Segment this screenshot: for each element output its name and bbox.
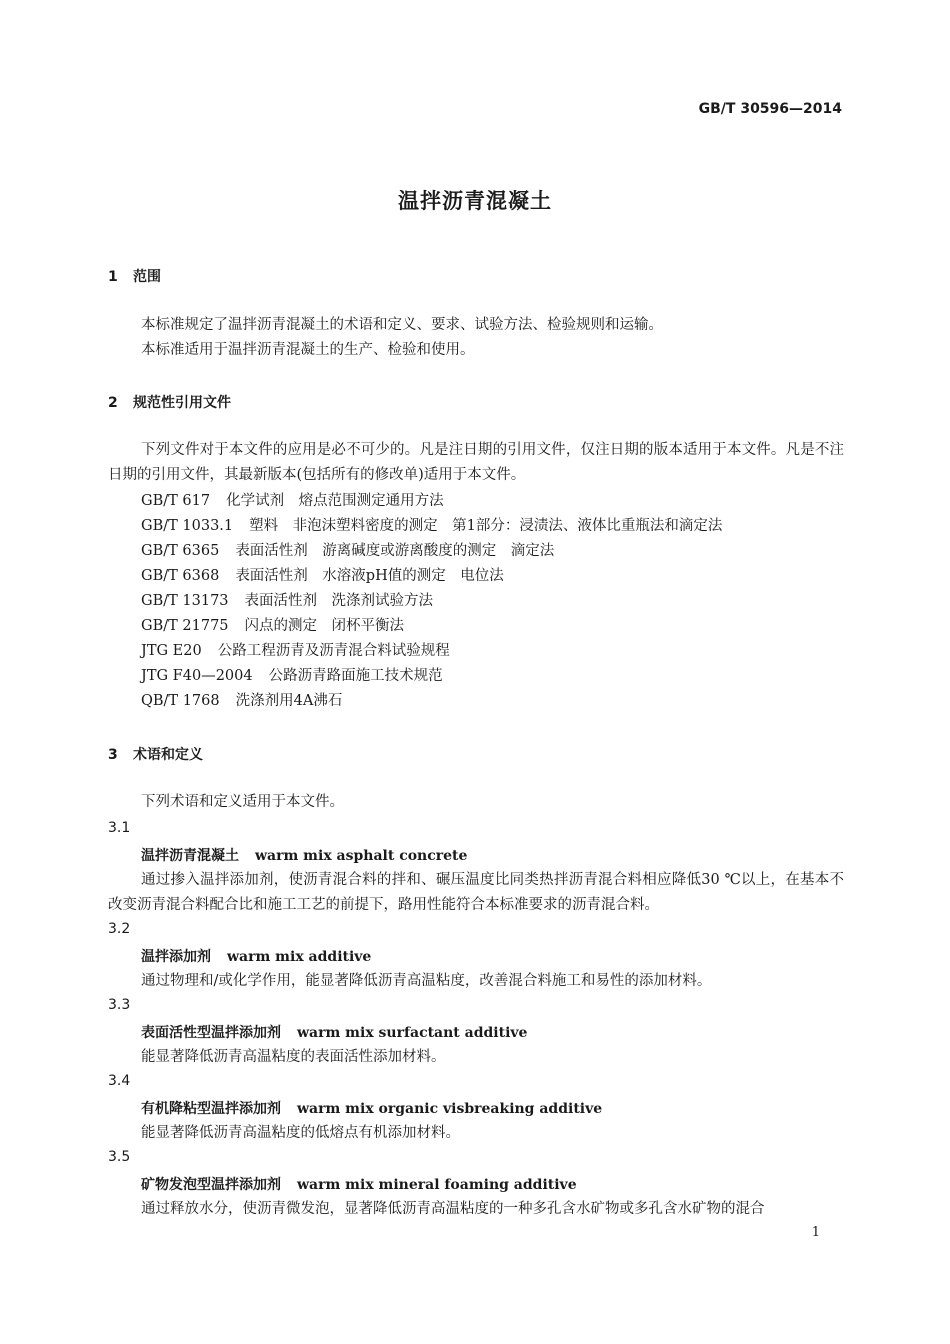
reference-item xyxy=(141,639,450,664)
term-heading xyxy=(141,1174,577,1194)
section-number: 2 xyxy=(108,395,118,411)
term-definition: 通过释放水分，使沥青微发泡，显著降低沥青高温粘度的一种多孔含水矿物或多孔含水矿物的混合 xyxy=(141,1201,765,1217)
term-number: 3.2 xyxy=(108,921,131,937)
term-heading xyxy=(141,1098,602,1118)
reference-item xyxy=(141,539,554,564)
section-title: 范围 xyxy=(133,269,161,285)
section-heading xyxy=(108,392,231,412)
reference-title: 表面活性剂 洗涤剂试验方法 xyxy=(244,593,434,609)
reference-code: JTG E20 xyxy=(141,643,202,659)
reference-title: 洗涤剂用4A沸石 xyxy=(235,693,343,709)
reference-item xyxy=(141,614,404,639)
page-number: 1 xyxy=(811,1225,820,1240)
section-heading xyxy=(108,266,161,286)
reference-title: 闪点的测定 闭杯平衡法 xyxy=(244,618,405,634)
reference-title: 公路工程沥青及沥青混合料试验规程 xyxy=(217,643,450,659)
section-number: 1 xyxy=(108,269,118,285)
reference-code: QB/T 1768 xyxy=(141,693,220,709)
reference-code: GB/T 1033.1 xyxy=(141,518,234,534)
reference-item xyxy=(141,689,342,714)
reference-code: GB/T 6365 xyxy=(141,543,220,559)
reference-item xyxy=(141,489,444,514)
reference-item xyxy=(141,589,433,614)
term-en: warm mix mineral foaming additive xyxy=(297,1177,577,1193)
term-en: warm mix additive xyxy=(227,949,372,965)
term-heading xyxy=(141,946,371,966)
standard-code: GB/T 30596—2014 xyxy=(698,101,842,117)
term-zh: 温拌添加剂 xyxy=(141,949,211,965)
term-zh: 有机降粘型温拌添加剂 xyxy=(141,1101,281,1117)
term-heading xyxy=(141,845,467,865)
reference-code: GB/T 6368 xyxy=(141,568,220,584)
term-number: 3.1 xyxy=(108,820,131,836)
reference-code: GB/T 21775 xyxy=(141,618,229,634)
section-title: 规范性引用文件 xyxy=(133,395,231,411)
term-en: warm mix surfactant additive xyxy=(297,1025,528,1041)
paragraph: 下列文件对于本文件的应用是必不可少的。凡是注日期的引用文件，仅注日期的版本适用于本文件。凡是不注日期的引用文件，其最新版本(包括所有的修改单)适用于本文件。 xyxy=(108,442,844,483)
reference-item xyxy=(141,564,504,589)
term-definition: 能显著降低沥青高温粘度的表面活性添加材料。 xyxy=(141,1049,446,1065)
term-number: 3.3 xyxy=(108,997,131,1013)
term-definition: 通过掺入温拌添加剂，使沥青混合料的拌和、碾压温度比同类热拌沥青混合料相应降低30 ℃以上，在基本不改变沥青混合料配合比和施工工艺的前提下，路用性能符合本标准要求的沥青混合料。 xyxy=(108,872,844,913)
term-zh: 温拌沥青混凝土 xyxy=(141,848,239,864)
term-en: warm mix organic visbreaking additive xyxy=(297,1101,603,1117)
term-en: warm mix asphalt concrete xyxy=(255,848,468,864)
reference-item xyxy=(141,514,722,539)
reference-title: 表面活性剂 游离碱度或游离酸度的测定 滴定法 xyxy=(235,543,555,559)
reference-title: 表面活性剂 水溶液pH值的测定 电位法 xyxy=(235,568,504,584)
reference-title: 塑料 非泡沫塑料密度的测定 第1部分：浸渍法、液体比重瓶法和滴定法 xyxy=(249,518,723,534)
paragraph: 本标准规定了温拌沥青混凝土的术语和定义、要求、试验方法、检验规则和运输。 xyxy=(141,317,663,333)
term-number: 3.5 xyxy=(108,1149,131,1165)
section-heading xyxy=(108,744,203,764)
term-definition: 通过物理和/或化学作用，能显著降低沥青高温粘度，改善混合料施工和易性的添加材料。 xyxy=(141,973,712,989)
section-title: 术语和定义 xyxy=(133,747,203,763)
reference-title: 公路沥青路面施工技术规范 xyxy=(268,668,443,684)
reference-code: JTG F40—2004 xyxy=(141,668,253,684)
reference-item xyxy=(141,664,443,689)
paragraph: 本标准适用于温拌沥青混凝土的生产、检验和使用。 xyxy=(141,342,475,358)
paragraph: 下列术语和定义适用于本文件。 xyxy=(141,794,344,810)
term-zh: 矿物发泡型温拌添加剂 xyxy=(141,1177,281,1193)
reference-title: 化学试剂 熔点范围测定通用方法 xyxy=(226,493,444,509)
section-number: 3 xyxy=(108,747,118,763)
reference-code: GB/T 13173 xyxy=(141,593,229,609)
document-title: 温拌沥青混凝土 xyxy=(398,189,552,213)
term-definition: 能显著降低沥青高温粘度的低熔点有机添加材料。 xyxy=(141,1125,460,1141)
term-zh: 表面活性型温拌添加剂 xyxy=(141,1025,281,1041)
term-number: 3.4 xyxy=(108,1073,131,1089)
reference-code: GB/T 617 xyxy=(141,493,211,509)
term-heading xyxy=(141,1022,527,1042)
